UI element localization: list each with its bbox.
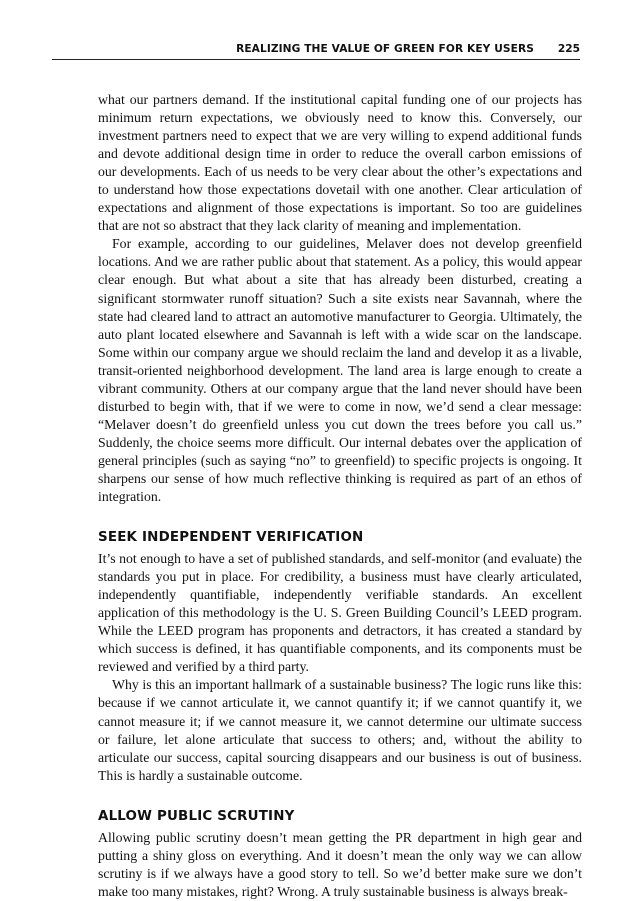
- body-text: [98, 91, 582, 901]
- running-head-title: REALIZING THE VALUE OF GREEN FOR KEY USERS: [236, 43, 534, 55]
- section-heading-verification: SEEK INDEPENDENT VERIFICATION: [98, 530, 364, 546]
- paragraph-continued: what our partners demand. If the institutional capital funding one of our projects has minimum return expectations, we obviously need to know this. Conversely, our investment partners need to expect that we are very willing to expend additional funds and devote additional design time in order to reduce the overall carbon emissions of our developments. Each of us needs to be very clear about the other’s expectations and to understand how those expectations dovetail with one another. Clear articulation of expectations and alignment of those expectations is important. So too are guidelines that are not so abstract that they lack clarity of meaning and implementation.: [98, 92, 582, 234]
- paragraph-verification-logic: Why is this an important hallmark of a sustainable business? The logic runs like this: because if we cannot articulate it, we cannot quantify it; if we cannot quantify it, we cannot measure it; if we cannot measure it, we cannot determine our ultimate success or failure, let alone articulate that success to others; and, without the ability to articulate our success, capital sourcing disappears and our business is out of business. This is hardly a sustainable outcome.: [98, 677, 582, 783]
- paragraph-scrutiny-intro: Allowing public scrutiny doesn’t mean getting the PR department in high gear and putting a shiny gloss on everything. And it doesn’t mean the only way we can allow scrutiny is if we always have a good story to tell. So we’d better make sure we don’t make too many mistakes, right? Wrong. A truly sustainable business is always break-: [98, 829, 582, 899]
- paragraph-verification-intro: It’s not enough to have a set of published standards, and self-monitor (and evaluate) the standards you put in place. For credibility, a business must have clearly articulated, independently quantifiable, independently verifiable standards. An excellent application of this methodology is the U. S. Green Building Council’s LEED program. While the LEED program has proponents and detractors, it has created a standard by which success is defined, it has quantifiable components, and its components must be reviewed and verified by a third party.: [98, 551, 582, 675]
- running-head: [52, 41, 580, 60]
- page-number: 225: [557, 43, 580, 55]
- paragraph-greenfield-example: For example, according to our guidelines, Melaver does not develop greenfield locations. And we are rather public about that statement. As a policy, this would appear clear enough. But what about a site that has already been disturbed, creating a significant stormwater runoff situation? Such a site exists near Savannah, where the state had cleared land to attract an automotive manufacturer to Georgia. Ultimately, the auto plant located elsewhere and Savannah is left with a wide scar on the landscape. Some within our company argue we should reclaim the land and develop it as a livable, transit-oriented neighborhood development. The land area is large enough to create a vibrant community. Others at our company argue that the land never should have been disturbed to begin with, that if we were to come in now, we’d send a clear message: “Melaver doesn’t do greenfield unless you cut down the trees before you call us.” Suddenly, the choice seems more difficult. Our internal debates over the application of general principles (such as saying “no” to greenfield) to specific projects is ongoing. It sharpens our sense of how much reflective thinking is required as part of an ethos of integration.: [98, 236, 582, 505]
- section-heading-scrutiny: ALLOW PUBLIC SCRUTINY: [98, 808, 295, 824]
